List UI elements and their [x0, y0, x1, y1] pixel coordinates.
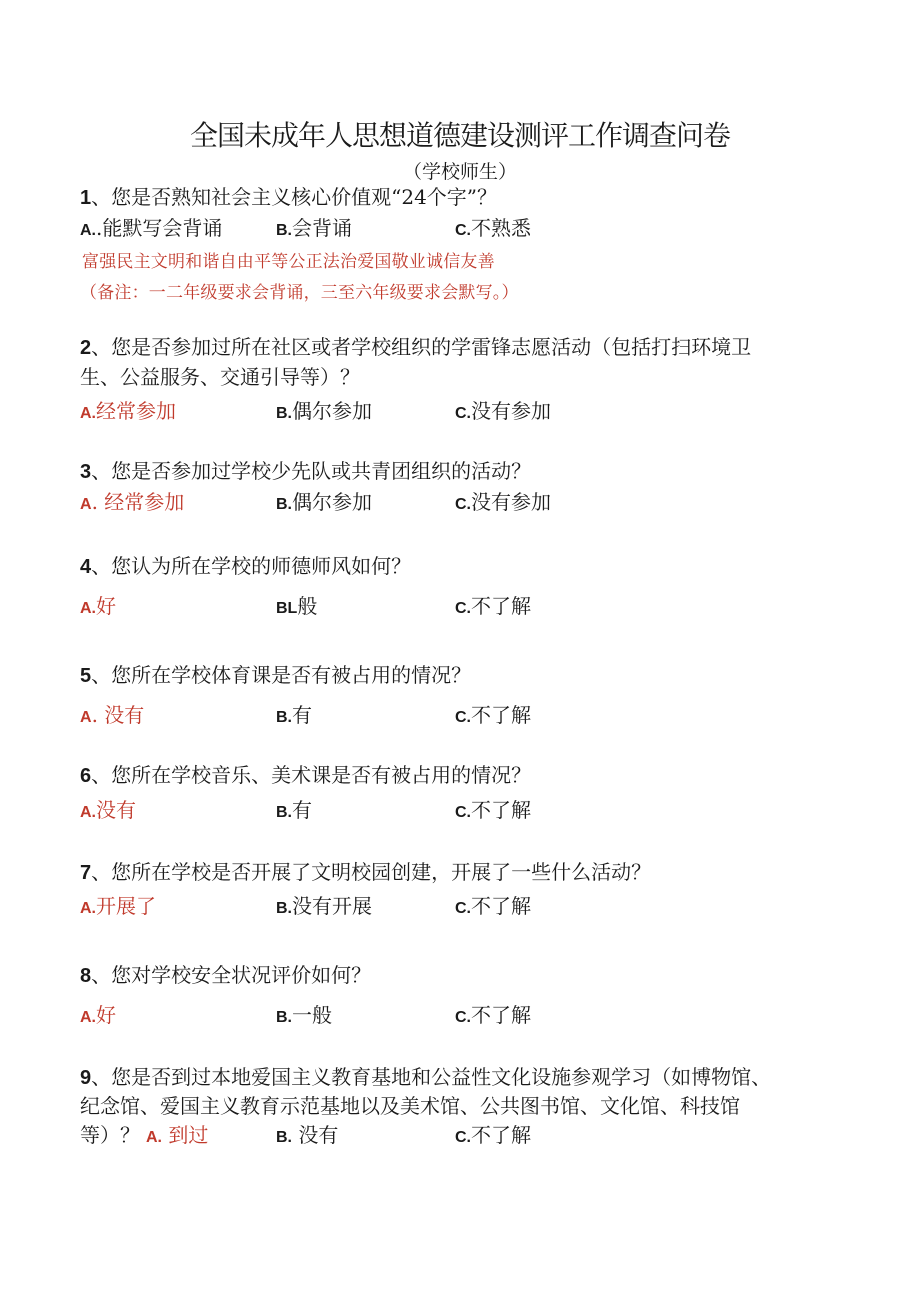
option-letter: C.: [455, 405, 471, 422]
option-letter: A: [80, 496, 92, 513]
question-number: 5: [80, 665, 92, 687]
option-letter: A.: [80, 1009, 96, 1026]
option-letter: B.: [276, 405, 292, 422]
question-number: 2: [80, 337, 92, 359]
question-text: 、您所在学校体育课是否有被占用的情况？: [91, 663, 472, 687]
option-text: 一般: [292, 1003, 332, 1027]
option-a: [80, 1001, 116, 1032]
option-text: .能默写会背诵: [96, 216, 223, 240]
question-number: 4: [80, 556, 92, 578]
option-letter: B.: [276, 222, 292, 239]
option-c: [455, 1121, 531, 1152]
option-letter: C.: [455, 496, 471, 513]
option-letter: B.: [276, 709, 292, 726]
option-c: [455, 214, 531, 245]
option-letter: BL: [276, 600, 298, 617]
question-number: 6: [80, 765, 92, 787]
option-text: 好: [96, 1003, 116, 1027]
option-text: 有: [292, 703, 312, 727]
question-number: 3: [80, 461, 92, 483]
question-6: [80, 760, 531, 791]
option-b: [276, 488, 372, 519]
option-letter: C.: [455, 900, 471, 917]
option-letter: B.: [276, 804, 292, 821]
option-letter: C.: [455, 600, 471, 617]
question-text: 、您是否参加过所在社区或者学校组织的学雷锋志愿活动（包括打扫环境卫: [91, 335, 752, 359]
question-number: 8: [80, 965, 92, 987]
option-text: 不熟悉: [471, 216, 531, 240]
option-letter: A.: [80, 222, 96, 239]
option-a: [80, 701, 144, 732]
option-c: [455, 796, 531, 827]
question-5: [80, 660, 471, 691]
option-letter: A.: [80, 405, 96, 422]
question-9: [80, 1062, 771, 1093]
option-text: 会背诵: [292, 216, 352, 240]
option-c: [455, 592, 531, 623]
question-2: [80, 332, 751, 363]
question-text: 、您所在学校音乐、美术课是否有被占用的情况？: [91, 763, 532, 787]
option-text: 偶尔参加: [292, 490, 372, 514]
question-text: 、您所在学校是否开展了文明校园创建，开展了一些什么活动？: [91, 860, 652, 884]
option-letter: A: [80, 709, 92, 726]
option-c: [455, 1001, 531, 1032]
page-title: 全国未成年人思想道德建设测评工作调查问卷: [189, 119, 730, 152]
page-subtitle: （学校师生）: [402, 161, 517, 183]
option-text: 没有开展: [292, 894, 372, 918]
option-b: [276, 701, 312, 732]
remark-note: （备注：一二年级要求会背诵，三至六年级要求会默写。）: [80, 283, 519, 303]
option-a: [80, 592, 116, 623]
option-c: [455, 892, 531, 923]
option-text: 不了解: [471, 798, 531, 822]
question-text: 、您是否参加过学校少先队或共青团组织的活动？: [91, 459, 532, 483]
option-a: [80, 488, 184, 519]
option-letter: B.: [276, 1009, 292, 1026]
option-letter: A.: [80, 900, 96, 917]
option-letter: B.: [276, 1129, 292, 1146]
option-text: 有: [292, 798, 312, 822]
option-text: . 经常参加: [91, 490, 185, 514]
option-letter: A.: [80, 804, 96, 821]
question-number: 9: [80, 1067, 92, 1089]
option-a: [146, 1121, 208, 1152]
option-text: 好: [96, 594, 116, 618]
option-text: 般: [297, 594, 318, 618]
option-text: 没有参加: [471, 490, 551, 514]
option-a: [80, 892, 156, 923]
option-letter: C.: [455, 1009, 471, 1026]
option-letter: B.: [276, 496, 292, 513]
option-c: [455, 397, 551, 428]
option-text: 不了解: [471, 703, 531, 727]
option-text: 没有参加: [471, 399, 551, 423]
question-text: 、您认为所在学校的师德师风如何？: [91, 554, 412, 578]
option-text: 不了解: [471, 1003, 531, 1027]
question-3: [80, 456, 531, 487]
option-b: [276, 397, 372, 428]
option-text: 开展了: [96, 894, 156, 918]
option-b: [276, 1121, 338, 1152]
option-c: [455, 488, 551, 519]
option-text: 没有: [96, 798, 136, 822]
option-text: 经常参加: [96, 399, 176, 423]
option-letter: B.: [276, 900, 292, 917]
question-2-line-2: 生、公益服务、交通引导等）？: [80, 365, 360, 389]
option-b: [276, 796, 312, 827]
option-b: [276, 592, 317, 623]
question-text: 、您对学校安全状况评价如何？: [91, 963, 372, 987]
option-b: [276, 1001, 332, 1032]
question-text: 、您是否到过本地爱国主义教育基地和公益性文化设施参观学习（如博物馆、: [91, 1065, 772, 1089]
option-letter: A.: [146, 1129, 162, 1146]
option-b: [276, 892, 372, 923]
question-8: [80, 960, 371, 991]
question-4: [80, 551, 411, 582]
option-letter: C.: [455, 222, 471, 239]
question-text: 、您是否熟知社会主义核心价值观“24个字”？: [91, 185, 498, 209]
option-text: 没有: [292, 1123, 339, 1147]
question-number: 7: [80, 862, 92, 884]
question-9-line-3: 等）？: [80, 1123, 140, 1147]
option-text: 不了解: [471, 1123, 531, 1147]
option-text: 不了解: [471, 594, 531, 618]
option-text: 到过: [162, 1123, 209, 1147]
option-text: 不了解: [471, 894, 531, 918]
option-c: [455, 701, 531, 732]
option-a: [80, 214, 222, 245]
question-1: [80, 182, 497, 213]
option-a: [80, 397, 176, 428]
answer-note: 富强民主文明和谐自由平等公正法治爱国敬业诚信友善: [82, 252, 495, 272]
option-letter: C.: [455, 1129, 471, 1146]
option-letter: C.: [455, 804, 471, 821]
question-7: [80, 857, 651, 888]
question-9-line-2: 纪念馆、爱国主义教育示范基地以及美术馆、公共图书馆、文化馆、科技馆: [80, 1094, 740, 1118]
option-a: [80, 796, 136, 827]
option-b: [276, 214, 352, 245]
question-number: 1: [80, 187, 92, 209]
option-letter: A.: [80, 600, 96, 617]
option-text: . 没有: [91, 703, 145, 727]
option-letter: C.: [455, 709, 471, 726]
option-text: 偶尔参加: [292, 399, 372, 423]
